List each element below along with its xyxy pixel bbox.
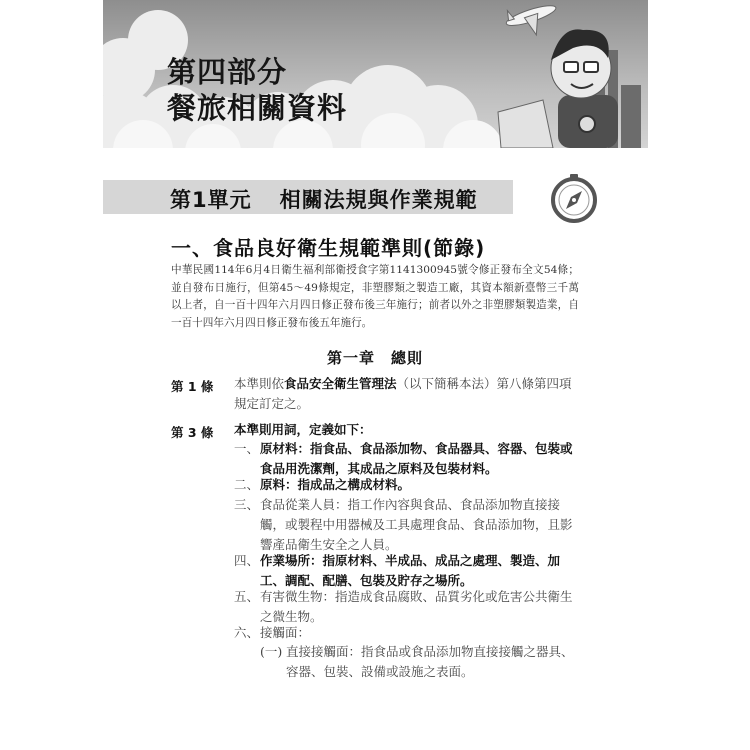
list-item-text: 食品從業人員：指工作內容與食品、食品添加物直接接觸，或製程中用器械及工具處理食品、食品添加物，且影響產品衛生安全之人員。 xyxy=(260,497,573,552)
article-text-part: 本準則依 xyxy=(234,376,285,391)
list-marker: (一) xyxy=(260,644,283,659)
list-marker: 四、 xyxy=(234,553,260,568)
list-marker: 六、 xyxy=(234,625,260,640)
article-text xyxy=(234,374,584,414)
intro-paragraph: 中華民國114年6月4日衛生福利部衛授食字第1141300945號令修正發布全文54條；並自發布日施行，但第45～49條規定，非塑膠類之製造工廠，其資本額新臺幣三千萬以上者，自一百十四年六月四日修正發布後三年施行；前者以外之非塑膠類製造業，自一百十四年六月四日修正發布後五年施行。 xyxy=(171,264,579,329)
list-item-text: 直接接觸面：指食品或食品添加物直接接觸之器具、容器、包裝、設備或設施之表面。 xyxy=(286,644,574,679)
part-banner xyxy=(103,0,648,148)
list-item-text: 有害微生物：指造成食品腐敗、品質劣化或危害公共衛生之微生物。 xyxy=(260,589,573,624)
list-item-text: 原料：指成品之構成材料。 xyxy=(260,477,411,492)
list-item-text: 接觸面： xyxy=(260,625,311,640)
article-number: 第 3 條 xyxy=(171,425,214,440)
part-title: 第四部分 餐旅相關資料 xyxy=(167,55,348,125)
list-marker: 二、 xyxy=(234,477,260,492)
unit-name: 相關法規與作業規範 xyxy=(279,188,478,212)
list-item-text: 作業場所：指原材料、半成品、成品之處理、製造、加工、調配、配膳、包裝及貯存之場所。 xyxy=(260,553,561,588)
list-marker: 五、 xyxy=(234,589,260,604)
article-number: 第 1 條 xyxy=(171,379,214,394)
article-text-part: （以下簡稱本法）第八條第四項規定訂定之。 xyxy=(234,376,572,411)
unit-number: 第1單元 xyxy=(170,188,252,212)
compass-icon xyxy=(548,172,600,224)
unit-title xyxy=(170,184,478,214)
section-title: 一、食品良好衛生規範準則(節錄) xyxy=(171,236,486,260)
list-marker: 三、 xyxy=(234,497,260,512)
article-text: 本準則用詞，定義如下： xyxy=(234,422,372,437)
list-item-text: 原材料：指食品、食品添加物、食品器具、容器、包裝或食品用洗潔劑，其成品之原料及包裝材料。 xyxy=(260,441,573,476)
list-marker: 一、 xyxy=(234,441,260,456)
chapter-title: 第一章 總則 xyxy=(326,349,423,367)
law-name: 食品安全衛生管理法 xyxy=(284,376,397,391)
